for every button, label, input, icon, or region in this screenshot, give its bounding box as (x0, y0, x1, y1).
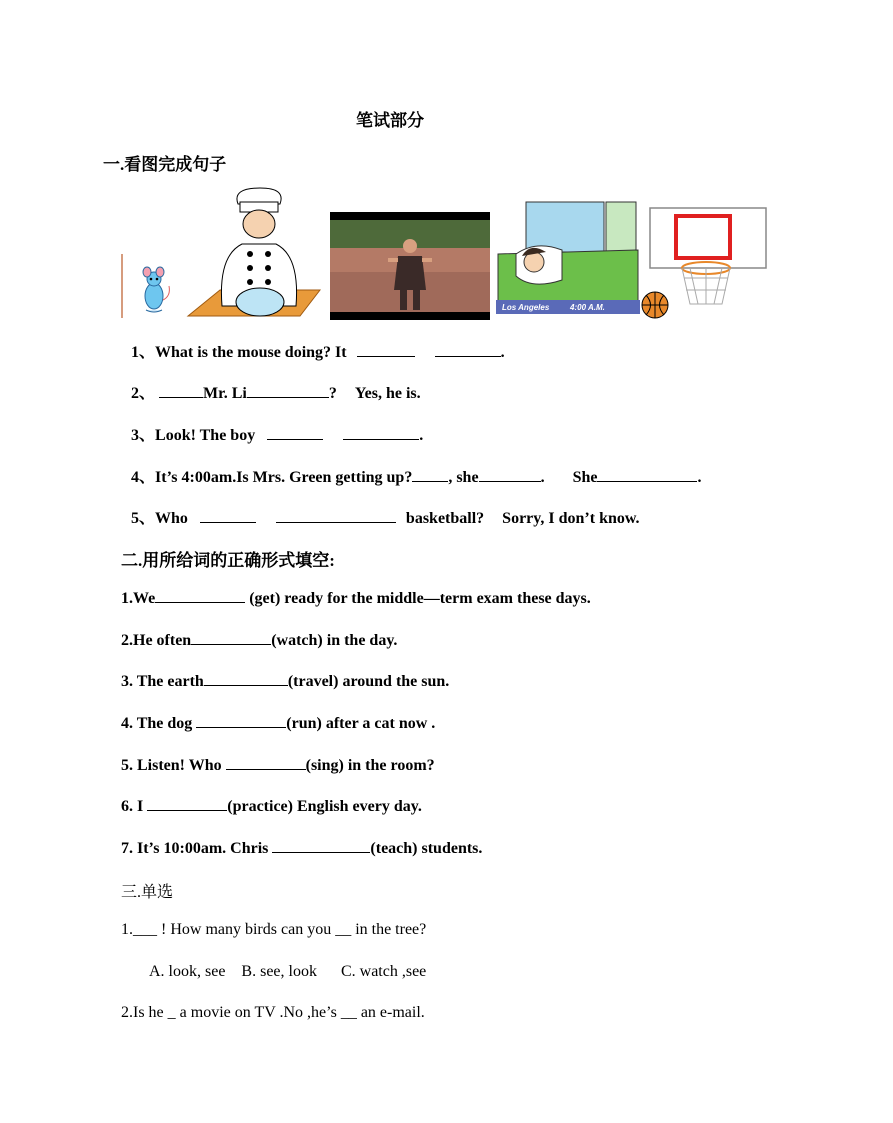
s1-question-2: 2、 Mr. Li ? Yes, he is. (131, 385, 421, 402)
answer-blank[interactable] (272, 838, 370, 853)
section-2-heading: 二.用所给词的正确形式填空: (121, 551, 335, 570)
s2-item-3: 3. The earth (travel) around the sun. (121, 673, 450, 690)
answer-blank[interactable] (204, 671, 288, 686)
chef-picture (180, 186, 328, 322)
answer-blank[interactable] (597, 467, 697, 482)
caption-time: 4:00 A.M. (570, 303, 605, 312)
answer-blank[interactable] (276, 508, 396, 523)
caption-city: Los Angeles (502, 303, 550, 312)
section-3-heading: 三.单选 (121, 884, 174, 901)
answer-blank[interactable] (435, 342, 501, 357)
answer-blank[interactable] (159, 383, 203, 398)
answer-blank[interactable] (200, 508, 256, 523)
answer-blank[interactable] (479, 467, 541, 482)
s2-item-4: 4. The dog (run) after a cat now . (121, 715, 436, 732)
s2-item-5: 5. Listen! Who (sing) in the room? (121, 757, 435, 774)
section-1-heading: 一.看图完成句子 (103, 155, 227, 174)
answer-blank[interactable] (412, 467, 448, 482)
answer-blank[interactable] (357, 342, 415, 357)
s1-question-4: 4、It’s 4:00am.Is Mrs. Green getting up? , she . She . (131, 469, 702, 486)
answer-blank[interactable] (226, 755, 306, 770)
s1-question-5: 5、Who basketball? Sorry, I don’t know. (131, 510, 640, 527)
page-title: 笔试部分 (356, 111, 424, 130)
answer-blank[interactable] (155, 588, 245, 603)
s3-question-1: 1.___ ! How many birds can you __ in the tree? (121, 921, 427, 938)
answer-blank[interactable] (247, 383, 329, 398)
s3-question-2: 2.Is he _ a movie on TV .No ,he’s __ an e-mail. (121, 1004, 425, 1021)
s3-question-1-options: A. look, see B. see, look C. watch ,see (149, 963, 427, 980)
s2-item-6: 6. I (practice) English every day. (121, 798, 422, 815)
mouse-picture (134, 266, 174, 318)
answer-blank[interactable] (196, 713, 286, 728)
boy-photo (330, 212, 490, 320)
s2-item-7: 7. It’s 10:00am. Chris (teach) students. (121, 840, 483, 857)
answer-blank[interactable] (191, 630, 271, 645)
basketball-hoop-picture (648, 206, 768, 310)
divider-line (120, 254, 124, 318)
s1-question-1: 1、What is the mouse doing? It . (131, 344, 505, 361)
s2-item-1: 1.We (get) ready for the middle—term exam these days. (121, 590, 591, 607)
answer-blank[interactable] (343, 425, 419, 440)
s2-item-2: 2.He often (watch) in the day. (121, 632, 398, 649)
answer-blank[interactable] (147, 796, 227, 811)
sleeping-woman-picture (496, 198, 640, 314)
answer-blank[interactable] (267, 425, 323, 440)
s1-question-3: 3、Look! The boy . (131, 427, 424, 444)
picture-strip (120, 186, 770, 322)
